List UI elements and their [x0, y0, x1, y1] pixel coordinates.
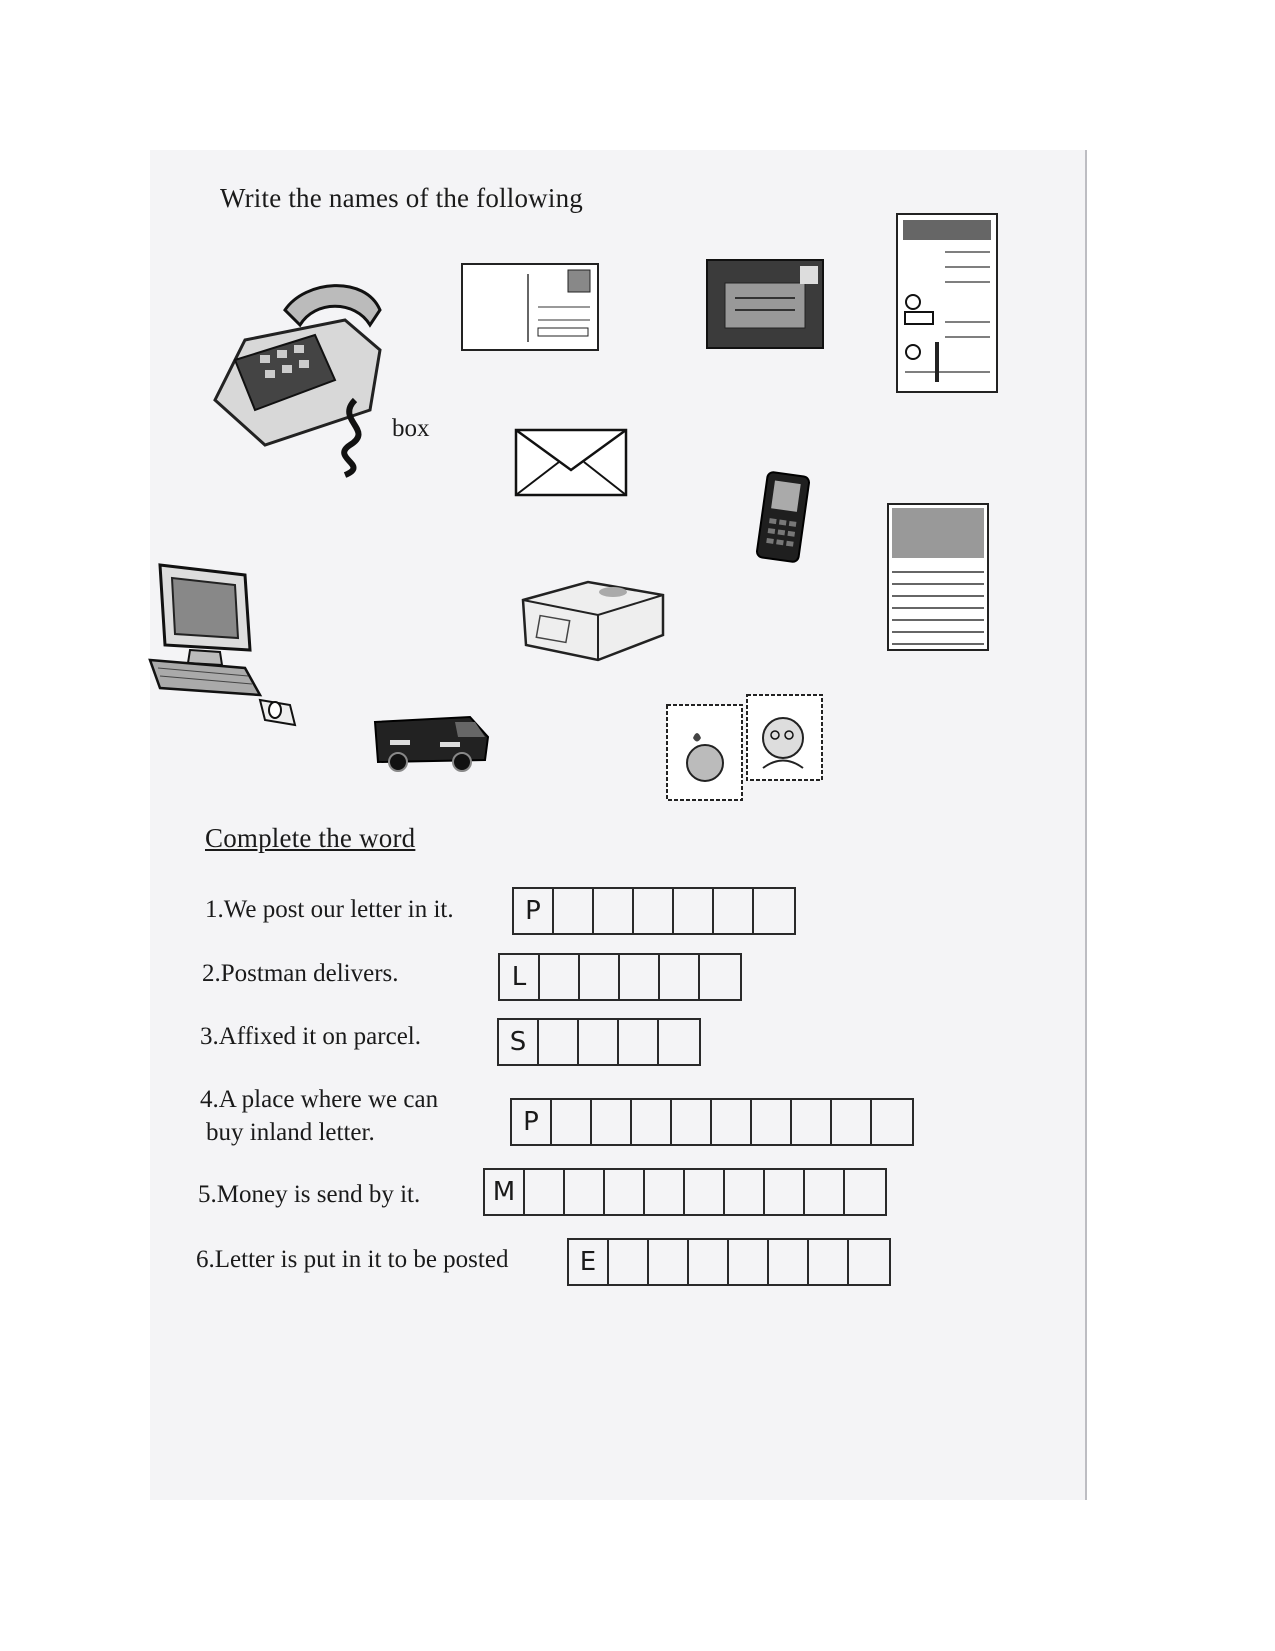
- answer-cell[interactable]: [580, 955, 620, 999]
- answer-cell[interactable]: [872, 1100, 912, 1144]
- answer-cell[interactable]: [849, 1240, 889, 1284]
- answer-cell[interactable]: [620, 955, 660, 999]
- answer-grid-5[interactable]: [483, 1168, 887, 1216]
- answer-cell[interactable]: [792, 1100, 832, 1144]
- computer-icon: [150, 560, 305, 730]
- telephone-icon: [205, 280, 395, 480]
- answer-cell[interactable]: [592, 1100, 632, 1144]
- box-label: box: [392, 415, 430, 442]
- answer-cell[interactable]: [554, 889, 594, 933]
- answer-cell-first[interactable]: E: [569, 1240, 609, 1284]
- answer-cell[interactable]: [832, 1100, 872, 1144]
- names-heading: Write the names of the following: [220, 183, 583, 213]
- answer-cell[interactable]: [552, 1100, 592, 1144]
- question-4-line-1: 4.A place where we can: [200, 1086, 439, 1113]
- question-5: 5.Money is send by it.: [198, 1181, 421, 1208]
- answer-cell[interactable]: [700, 955, 740, 999]
- answer-cell[interactable]: [712, 1100, 752, 1144]
- answer-cell[interactable]: [714, 889, 754, 933]
- answer-cell[interactable]: [809, 1240, 849, 1284]
- answer-cell[interactable]: [674, 889, 714, 933]
- answer-cell[interactable]: [539, 1020, 579, 1064]
- answer-cell[interactable]: [540, 955, 580, 999]
- answer-cell[interactable]: [685, 1170, 725, 1214]
- answer-cell[interactable]: [565, 1170, 605, 1214]
- mail-van-icon: [370, 712, 490, 772]
- answer-grid-1[interactable]: [512, 887, 796, 935]
- answer-cell[interactable]: [645, 1170, 685, 1214]
- answer-cell[interactable]: [649, 1240, 689, 1284]
- answer-cell[interactable]: [619, 1020, 659, 1064]
- answer-cell-first[interactable]: P: [512, 1100, 552, 1144]
- answer-cell[interactable]: [634, 889, 674, 933]
- answer-cell[interactable]: [579, 1020, 619, 1064]
- answer-cell[interactable]: [689, 1240, 729, 1284]
- answer-grid-2[interactable]: [498, 953, 742, 1001]
- answer-grid-3[interactable]: [497, 1018, 701, 1066]
- question-6: 6.Letter is put in it to be posted: [196, 1246, 509, 1273]
- answer-cell[interactable]: [660, 955, 700, 999]
- answer-cell-first[interactable]: M: [485, 1170, 525, 1214]
- answer-cell[interactable]: [672, 1100, 712, 1144]
- answer-grid-4[interactable]: [510, 1098, 914, 1146]
- answer-cell[interactable]: [765, 1170, 805, 1214]
- complete-heading: Complete the word: [205, 823, 416, 853]
- question-2: 2.Postman delivers.: [202, 960, 399, 987]
- form-icon: [895, 212, 1000, 394]
- answer-cell-first[interactable]: S: [499, 1020, 539, 1064]
- answer-cell[interactable]: [769, 1240, 809, 1284]
- question-3: 3.Affixed it on parcel.: [200, 1023, 421, 1050]
- question-4-line-2: buy inland letter.: [206, 1119, 375, 1146]
- answer-cell-first[interactable]: P: [514, 889, 554, 933]
- answer-cell[interactable]: [609, 1240, 649, 1284]
- answer-cell[interactable]: [605, 1170, 645, 1214]
- envelope-icon: [514, 428, 629, 498]
- question-1: 1.We post our letter in it.: [205, 896, 454, 923]
- answer-cell[interactable]: [754, 889, 794, 933]
- answer-cell-first[interactable]: L: [500, 955, 540, 999]
- answer-cell[interactable]: [729, 1240, 769, 1284]
- answer-cell[interactable]: [845, 1170, 885, 1214]
- answer-cell[interactable]: [805, 1170, 845, 1214]
- answer-cell[interactable]: [632, 1100, 672, 1144]
- answer-cell[interactable]: [725, 1170, 765, 1214]
- answer-cell[interactable]: [659, 1020, 699, 1064]
- postcard-icon: [460, 262, 600, 352]
- answer-grid-6[interactable]: [567, 1238, 891, 1286]
- answer-cell[interactable]: [594, 889, 634, 933]
- postage-stamps-icon: [665, 693, 825, 803]
- envelope-stamp-icon: [705, 258, 825, 350]
- money-order-form-icon: [886, 502, 991, 652]
- answer-cell[interactable]: [525, 1170, 565, 1214]
- question-4: [200, 1083, 438, 1149]
- parcel-icon: [518, 580, 668, 665]
- mobile-phone-icon: [758, 472, 808, 562]
- answer-cell[interactable]: [752, 1100, 792, 1144]
